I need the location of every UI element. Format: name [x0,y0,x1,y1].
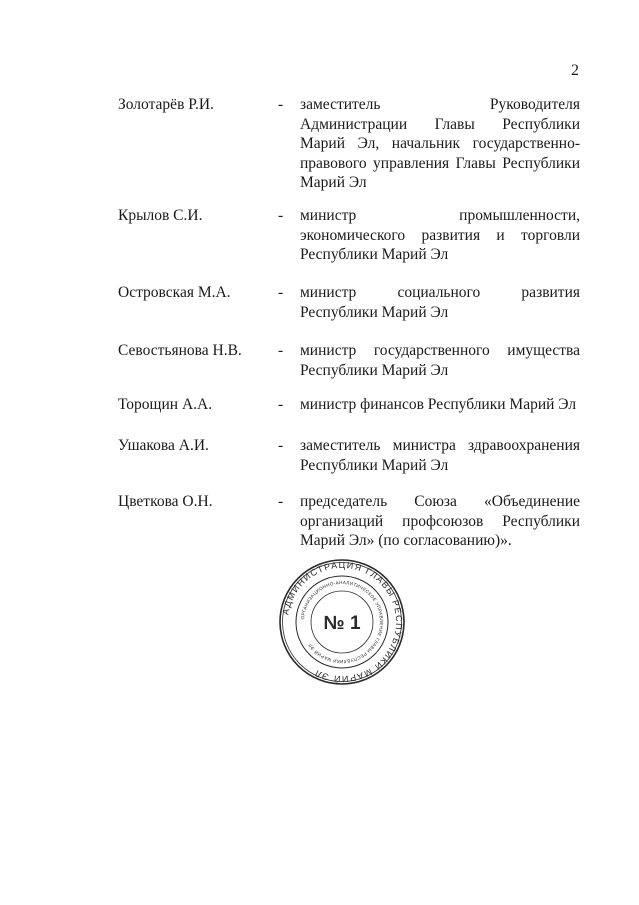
member-name: Севостьянова Н.В. [118,342,242,359]
member-position: министр государственного имущества Республики Марий Эл [300,342,580,379]
member-position: министр социального развития Республики Марий Эл [300,284,580,321]
member-dash: - [278,437,284,454]
member-name: Золотарёв Р.И. [118,96,214,113]
member-position: министр промышленности, экономического развития и торговли Республики Марий Эл [300,207,580,263]
svg-text:АДМИНИСТРАЦИЯ ГЛАВЫ РЕСПУБЛИКИ: АДМИНИСТРАЦИЯ ГЛАВЫ РЕСПУБЛИКИ МАРИЙ ЭЛ [280,559,405,685]
member-dash: - [278,396,284,413]
svg-text:ОРГАНИЗАЦИОННО-АНАЛИТИЧЕСКОЕ У: ОРГАНИЗАЦИОННО-АНАЛИТИЧЕСКОЕ УПРАВЛЕНИЕ ГЛАВЫ РЕСПУБЛИКИ МАРИЙ ЭЛ [300,579,385,665]
member-position: заместитель министра здравоохранения Республики Марий Эл [300,437,580,474]
member-dash: - [278,207,284,224]
member-name: Ушакова А.И. [118,437,209,454]
member-name: Торощин А.А. [118,396,213,413]
member-dash: - [278,493,284,510]
member-position: министр финансов Республики Марий Эл [300,396,577,413]
member-name: Цветкова О.Н. [118,493,213,510]
member-position: председатель Союза «Объединение организаций профсоюзов Республики Марий Эл» (по согласованию)». [300,493,580,549]
member-position: заместитель Руководителя Администрации Главы Республики Марий Эл, начальник государственно-правового управления Главы Республики Марий Эл [300,96,580,191]
member-dash: - [278,96,284,113]
svg-text:№ 1: № 1 [323,613,361,634]
official-seal-stamp [278,558,406,686]
member-dash: - [278,284,284,301]
member-name: Крылов С.И. [118,207,203,224]
page-number: 2 [571,62,579,79]
member-dash: - [278,342,284,359]
member-name: Островская М.А. [118,284,231,301]
